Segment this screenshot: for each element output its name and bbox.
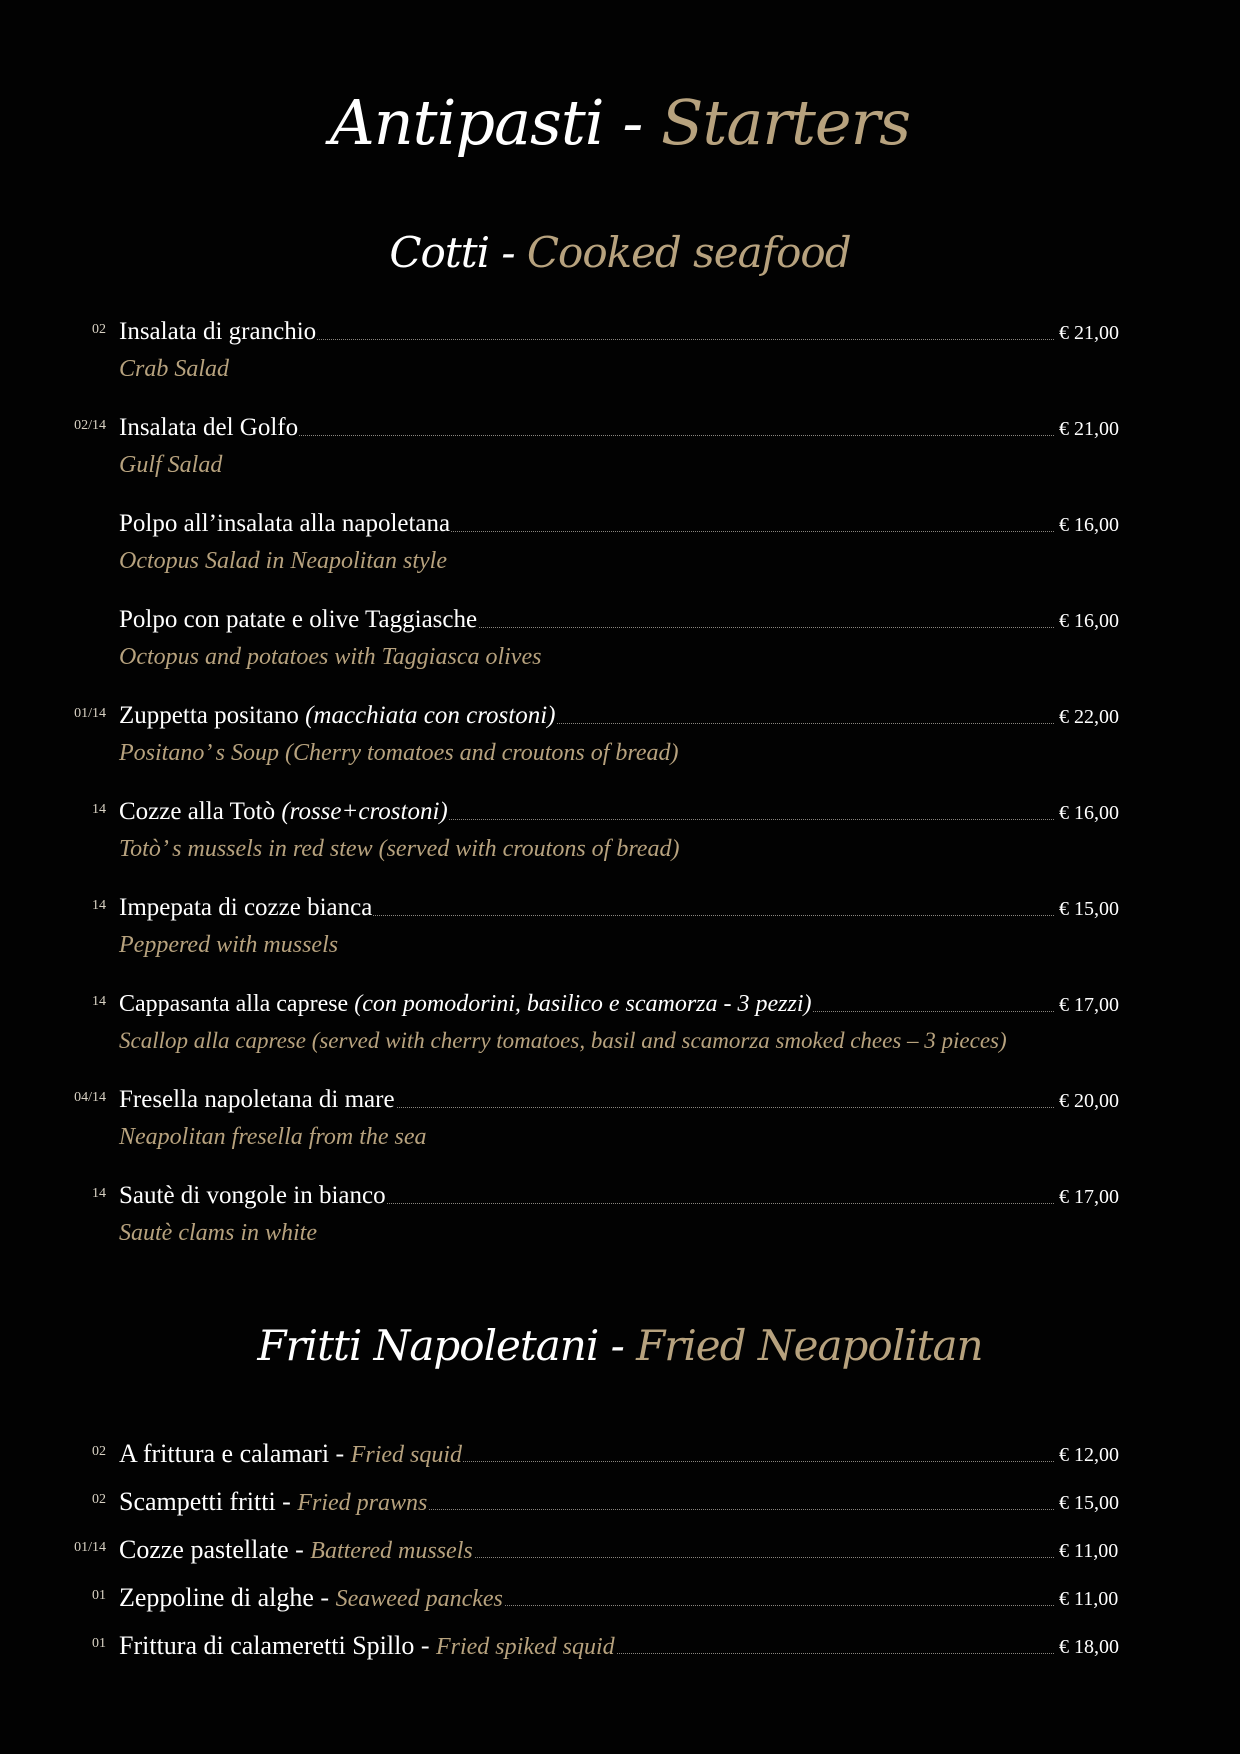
allergen-code: 02 xyxy=(92,1492,106,1507)
item-name xyxy=(119,1084,396,1116)
item-name-text: Scampetti fritti - xyxy=(119,1487,298,1516)
item-translation: Fried spiked squid xyxy=(435,1634,615,1660)
item-price: € 18,00 xyxy=(1057,1632,1119,1662)
menu-item xyxy=(0,1582,1240,1614)
item-price: € 12,00 xyxy=(1057,1440,1119,1470)
allergen-code: 01/14 xyxy=(74,706,106,721)
section-title-cooked-english: Cooked seafood xyxy=(526,228,851,277)
item-note: (con pomodorini, basilico e scamorza - 3 pezzi) xyxy=(354,991,812,1017)
item-name-text: Impepata di cozze bianca xyxy=(119,894,373,921)
item-name xyxy=(119,988,813,1020)
item-translation: Octopus and potatoes with Taggiasca olives xyxy=(119,644,542,670)
allergen-code: 01/14 xyxy=(74,1540,106,1555)
menu-item xyxy=(0,316,1240,382)
item-name-text: Cozze pastellate - xyxy=(119,1535,311,1564)
item-name xyxy=(119,892,373,924)
item-name xyxy=(119,508,451,540)
section-title-cooked xyxy=(0,228,1240,277)
menu-item xyxy=(0,1630,1240,1662)
item-price: € 22,00 xyxy=(1057,702,1119,732)
menu-item xyxy=(0,796,1240,862)
item-name xyxy=(119,1180,387,1212)
item-name xyxy=(119,700,556,732)
item-name-text: Polpo con patate e olive Taggiasche xyxy=(119,606,478,633)
item-price: € 11,00 xyxy=(1057,1536,1118,1566)
item-translation: Neapolitan fresella from the sea xyxy=(119,1124,427,1150)
allergen-code: 14 xyxy=(92,994,106,1009)
item-price: € 15,00 xyxy=(1057,894,1119,924)
item-price: € 17,00 xyxy=(1057,990,1119,1020)
item-price: € 16,00 xyxy=(1057,606,1119,636)
item-name-text: A frittura e calamari - xyxy=(119,1439,351,1468)
item-name-text: Insalata del Golfo xyxy=(119,414,299,441)
menu-item xyxy=(0,604,1240,670)
item-name-text: Cozze alla Totò xyxy=(119,798,282,825)
item-price: € 16,00 xyxy=(1057,510,1119,540)
item-translation: Sautè clams in white xyxy=(119,1220,317,1246)
item-translation: Positano’ s Soup (Cherry tomatoes and croutons of bread) xyxy=(119,740,679,766)
item-translation: Octopus Salad in Neapolitan style xyxy=(119,548,447,574)
page-title xyxy=(0,86,1240,159)
menu-item xyxy=(0,1486,1240,1518)
page-title-italian: Antipasti - xyxy=(329,86,661,159)
item-price: € 11,00 xyxy=(1057,1584,1118,1614)
item-name xyxy=(119,1438,463,1471)
item-name-text: Polpo all’insalata alla napoletana xyxy=(119,510,451,537)
page-title-english: Starters xyxy=(660,86,911,159)
item-name xyxy=(119,1486,428,1519)
section-title-cooked-italian: Cotti - xyxy=(389,228,527,277)
allergen-code: 04/14 xyxy=(74,1090,106,1105)
allergen-code: 14 xyxy=(92,898,106,913)
item-name xyxy=(119,604,478,636)
section-title-fried-italian: Fritti Napoletani - xyxy=(257,1321,637,1370)
menu-item xyxy=(0,988,1240,1053)
item-price: € 21,00 xyxy=(1057,414,1119,444)
item-price: € 16,00 xyxy=(1057,798,1119,828)
item-translation: Scallop alla caprese (served with cherry tomatoes, basil and scamorza smoked chees – 3 pieces) xyxy=(119,1028,1007,1053)
item-note: (macchiata con crostoni) xyxy=(305,702,556,729)
item-name-text: Cappasanta alla caprese xyxy=(119,991,355,1017)
item-name-text: Zuppetta positano xyxy=(119,702,306,729)
section-title-fried xyxy=(0,1321,1240,1370)
menu-item xyxy=(0,1534,1240,1566)
section-title-fried-english: Fried Neapolitan xyxy=(636,1321,983,1370)
allergen-code: 02 xyxy=(92,322,106,337)
item-name xyxy=(119,1582,504,1615)
item-translation: Crab Salad xyxy=(119,356,230,382)
item-price: € 15,00 xyxy=(1057,1488,1119,1518)
item-name-text: Fresella napoletana di mare xyxy=(119,1086,395,1113)
allergen-code: 01 xyxy=(92,1588,106,1603)
menu-item xyxy=(0,508,1240,574)
item-price: € 17,00 xyxy=(1057,1182,1119,1212)
item-name xyxy=(119,796,449,828)
menu-item xyxy=(0,1438,1240,1470)
item-translation: Seaweed panckes xyxy=(335,1586,503,1612)
item-translation: Gulf Salad xyxy=(119,452,223,478)
item-name-text: Sautè di vongole in bianco xyxy=(119,1182,386,1209)
menu-item xyxy=(0,892,1240,958)
item-translation: Fried prawns xyxy=(297,1490,428,1516)
menu-item xyxy=(0,412,1240,478)
allergen-code: 02/14 xyxy=(74,418,106,433)
allergen-code: 01 xyxy=(92,1636,106,1651)
menu-item xyxy=(0,700,1240,766)
item-translation: Fried squid xyxy=(350,1442,463,1468)
item-price: € 20,00 xyxy=(1057,1086,1119,1116)
item-translation: Peppered with mussels xyxy=(119,932,339,958)
allergen-code: 02 xyxy=(92,1444,106,1459)
item-name xyxy=(119,1534,474,1567)
item-name xyxy=(119,412,299,444)
item-name-text: Insalata di granchio xyxy=(119,318,317,345)
item-name xyxy=(119,316,317,348)
menu-item xyxy=(0,1180,1240,1246)
allergen-code: 14 xyxy=(92,1186,106,1201)
item-name-text: Frittura di calameretti Spillo - xyxy=(119,1631,436,1660)
item-price: € 21,00 xyxy=(1057,318,1119,348)
item-translation: Totò’ s mussels in red stew (served with croutons of bread) xyxy=(119,836,680,862)
item-name xyxy=(119,1630,616,1663)
item-name-text: Zeppoline di alghe - xyxy=(119,1583,336,1612)
allergen-code: 14 xyxy=(92,802,106,817)
item-translation: Battered mussels xyxy=(310,1538,473,1564)
menu-item xyxy=(0,1084,1240,1150)
item-note: (rosse+crostoni) xyxy=(281,798,448,825)
